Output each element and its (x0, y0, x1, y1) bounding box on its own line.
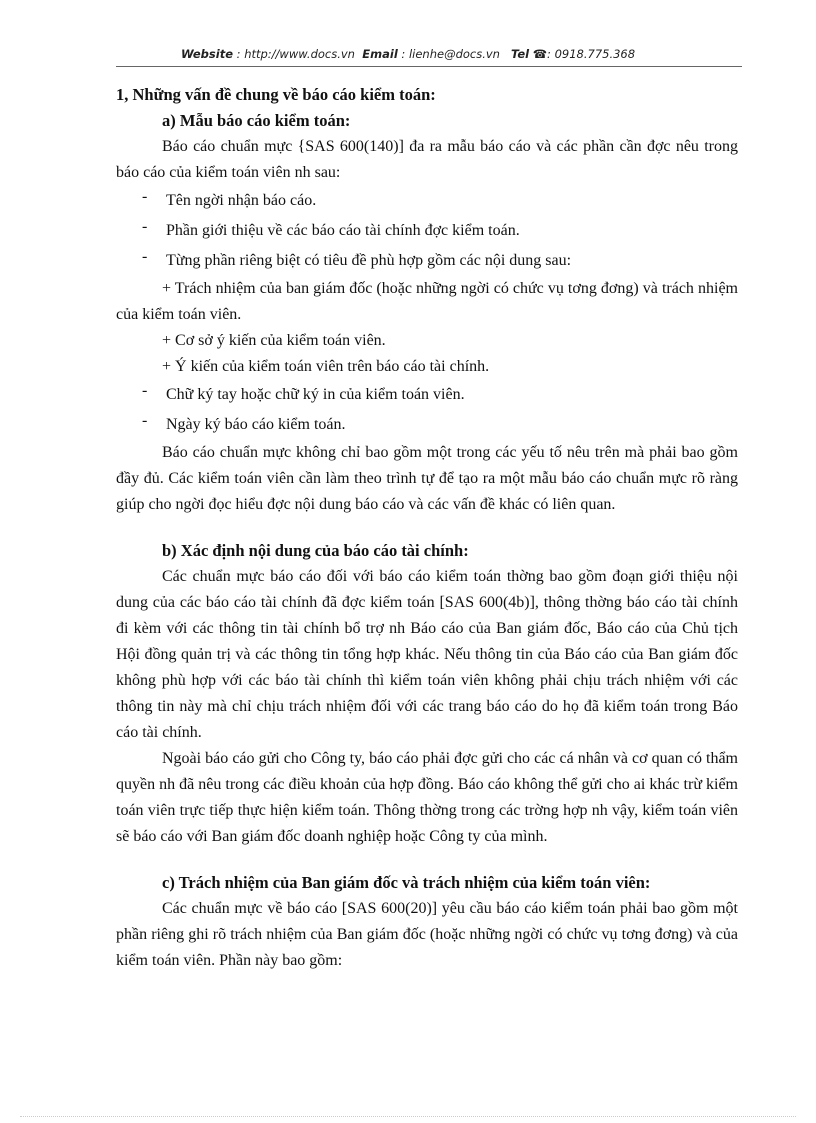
list-item: - Ngày ký báo cáo kiểm toán. (116, 410, 738, 440)
dash-marker: - (142, 218, 148, 235)
list-item: - Tên ngời nhận báo cáo. (116, 186, 738, 216)
dash-marker: - (142, 382, 148, 399)
website-value[interactable]: : http://www.docs.vn (236, 47, 355, 61)
dash-marker: - (142, 188, 148, 205)
paragraph-a-conclusion: Báo cáo chuẩn mực không chỉ bao gồm một trong các yếu tố nêu trên mà phải bao gồm đầy đủ. Các kiểm toán viên cần làm theo trình tự để tạo ra một mẫu báo cáo chuẩn mực rõ ràng giúp cho ngời đọc hiểu đợc nội dung báo cáo và các vấn đề khác có liên quan. (116, 444, 738, 513)
section-title: 1, Những vấn đề chung về báo cáo kiểm toán: (116, 85, 436, 104)
sub-item: + Trách nhiệm của ban giám đốc (hoặc những ngời có chức vụ tơng đơng) và trách nhiệm của kiểm toán viên. (116, 280, 738, 323)
page-header (0, 47, 816, 61)
paragraph-c-1: Các chuẩn mực về báo cáo [SAS 600(20)] yêu cầu báo cáo kiểm toán phải bao gồm một phần riêng ghi rõ trách nhiệm của Ban giám đốc (hoặc những ngời có chức vụ tơng đơng) và của kiểm toán viên. Phần này bao gồm: (116, 900, 738, 969)
tel-value: : 0918.775.368 (547, 47, 636, 61)
subsection-c-title: c) Trách nhiệm của Ban giám đốc và trách nhiệm của kiểm toán viên: (162, 873, 651, 892)
email-value[interactable]: : lienhe@docs.vn (401, 47, 500, 61)
paragraph-b-1: Các chuẩn mực báo cáo đối với báo cáo kiểm toán thờng bao gồm đoạn giới thiệu nội dung của các báo cáo tài chính đã đợc kiểm toán [SAS 600(4b)], thông thờng báo cáo tài chính đi kèm với các thông tin tài chính bổ trợ nh Báo cáo của Ban giám đốc, Báo cáo của Chủ tịch Hội đồng quản trị và các thông tin tổng hợp khác. Nếu thông tin của Báo cáo của Ban giám đốc không phù hợp với các báo tài chính thì kiểm toán viên không phải chịu trách nhiệm với các thông tin này mà chỉ chịu trách nhiệm đối với các trang báo cáo do họ đã kiểm toán trong Báo cáo tài chính. (116, 568, 738, 741)
dash-marker: - (142, 248, 148, 265)
paragraph-b-2: Ngoài báo cáo gửi cho Công ty, báo cáo phải đợc gửi cho các cá nhân và cơ quan có thẩm quyền nh đã nêu trong các điều khoản của hợp đồng. Báo cáo không thể gửi cho ai khác trừ kiểm toán viên trực tiếp thực hiện kiểm toán. Thông thờng trong các trờng hợp nh vậy, kiểm toán viên sẽ báo cáo với Ban giám đốc doanh nghiệp hoặc Công ty của mình. (116, 750, 738, 845)
paragraph-a-intro: Báo cáo chuẩn mực {SAS 600(140)] đa ra mẫu báo cáo và các phần cần đợc nêu trong báo cáo của kiểm toán viên nh sau: (116, 138, 738, 181)
header-divider (116, 66, 742, 67)
subsection-b-title: b) Xác định nội dung của báo cáo tài chính: (162, 541, 469, 560)
footer-divider (20, 1116, 796, 1117)
list-item: - Từng phần riêng biệt có tiêu đề phù hợp gồm các nội dung sau: (116, 246, 738, 276)
phone-icon: ☎ (532, 47, 548, 61)
document-body (116, 80, 738, 974)
email-label: Email (362, 47, 398, 61)
website-label: Website (180, 47, 234, 61)
list-item: - Chữ ký tay hoặc chữ ký in của kiểm toán viên. (116, 380, 738, 410)
dash-marker: - (142, 412, 148, 429)
sub-item: + Cơ sở ý kiến của kiểm toán viên. (162, 332, 386, 349)
sub-item: + Ý kiến của kiểm toán viên trên báo cáo tài chính. (162, 358, 490, 375)
list-item: - Phần giới thiệu về các báo cáo tài chính đợc kiểm toán. (116, 216, 738, 246)
subsection-a-title: a) Mẫu báo cáo kiểm toán: (162, 111, 351, 130)
tel-label: Tel (510, 47, 530, 61)
